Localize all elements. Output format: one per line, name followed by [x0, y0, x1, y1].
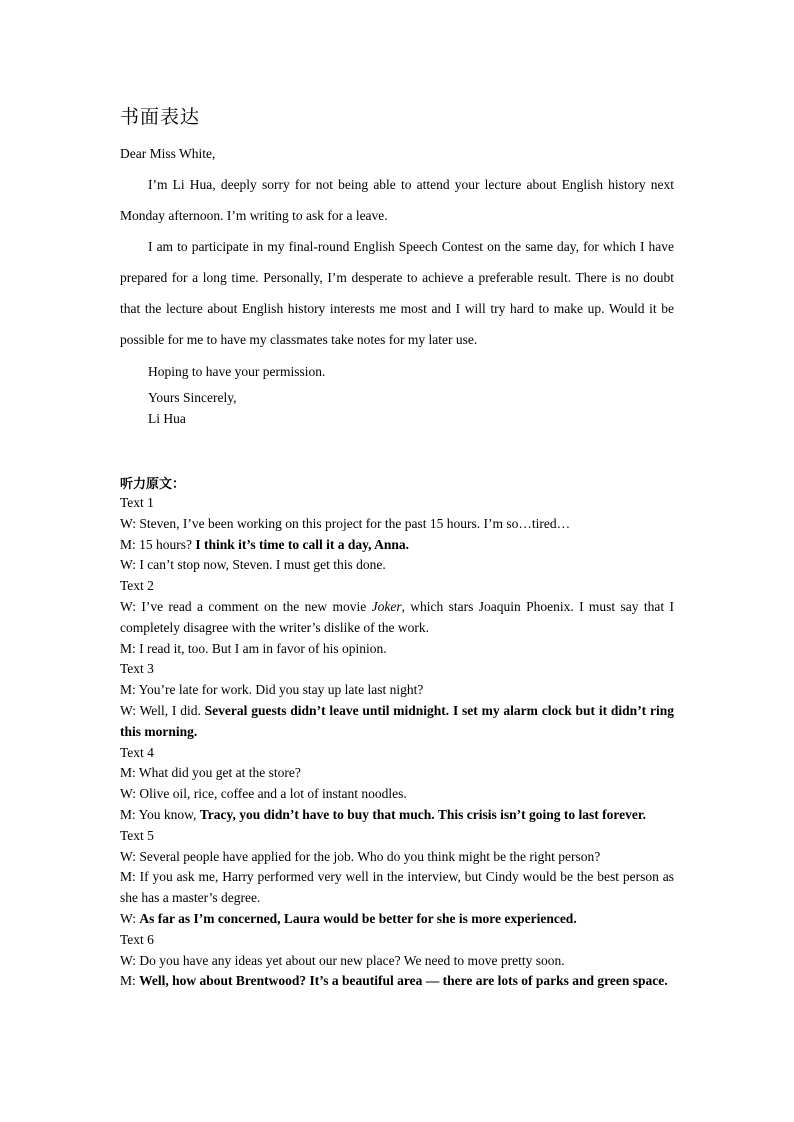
- dialogue-line: M: You’re late for work. Did you stay up late last night?: [120, 682, 424, 698]
- section-heading: 书面表达: [120, 106, 201, 128]
- dialogue-line: M: If you ask me, Harry performed very well in the interview, but Cindy would be the best person as she has a master’s degree.: [120, 869, 674, 906]
- key-sentence: Well, how about Brentwood? It’s a beautiful area — there are lots of parks and green space.: [139, 973, 668, 989]
- dialogue-line: [120, 597, 674, 639]
- dialogue-line: [120, 971, 674, 992]
- dialogue-text: , which stars Joaquin Phoenix. I must say that I completely disagree with the writer’s dislike of the work.: [120, 598, 674, 635]
- dialogue-text: M: You know,: [120, 806, 200, 822]
- dialogue-line: [120, 535, 674, 556]
- letter-signature: Li Hua: [148, 411, 186, 426]
- dialogue-line: [120, 805, 674, 826]
- text-label: Text 1: [120, 495, 154, 510]
- text-label: Text 4: [120, 744, 154, 760]
- key-sentence: Tracy, you didn’t have to buy that much. This crisis isn’t going to last forever.: [199, 806, 646, 822]
- transcript-body: [120, 493, 674, 992]
- letter-paragraph-2: I am to participate in my final-round English Speech Contest on the same day, for which I have prepared for a long time. Personally, I’m desperate to achieve a preferable result. There is no doubt that the lecture about English history interests me most and I will try hard to make up. Would it be possible for me to have my classmates take notes for my later use.: [120, 239, 674, 347]
- dialogue-line: M: I read it, too. But I am in favor of his opinion.: [120, 640, 387, 656]
- dialogue-line: M: What did you get at the store?: [120, 765, 301, 781]
- dialogue-line: [120, 701, 674, 743]
- key-sentence: Several guests didn’t leave until midnight. I set my alarm clock but it didn’t ring this morning.: [120, 702, 674, 739]
- movie-title: Joker: [371, 598, 402, 614]
- text-label: Text 3: [120, 661, 154, 677]
- transcript-title: 听力原文：: [120, 477, 186, 492]
- dialogue-text: M:: [120, 973, 140, 989]
- dialogue-line: W: I can’t stop now, Steven. I must get this done.: [120, 557, 386, 573]
- key-sentence: As far as I’m concerned, Laura would be better for she is more experienced.: [139, 910, 577, 926]
- dialogue-line: [120, 909, 674, 930]
- text-label: Text 5: [120, 827, 154, 843]
- letter-sign-off: Yours Sincerely,: [148, 390, 237, 405]
- dialogue-line: W: Do you have any ideas yet about our new place? We need to move pretty soon.: [120, 952, 565, 968]
- text-label: Text 2: [120, 578, 154, 594]
- letter-salutation: Dear Miss White,: [120, 146, 216, 161]
- dialogue-line: W: Olive oil, rice, coffee and a lot of instant noodles.: [120, 786, 407, 802]
- letter-paragraph-1: I’m Li Hua, deeply sorry for not being able to attend your lecture about English history next Monday afternoon. I’m writing to ask for a leave.: [120, 177, 674, 223]
- key-sentence: I think it’s time to call it a day, Anna.: [195, 536, 410, 552]
- dialogue-text: W:: [120, 910, 140, 926]
- dialogue-text: M: 15 hours?: [120, 536, 196, 552]
- letter-closing-line: Hoping to have your permission.: [148, 364, 326, 379]
- dialogue-text: W: I’ve read a comment on the new movie: [120, 598, 372, 614]
- dialogue-text: W: Well, I did.: [120, 702, 205, 718]
- text-label: Text 6: [120, 931, 154, 947]
- dialogue-line: W: Several people have applied for the job. Who do you think might be the right person?: [120, 848, 601, 864]
- dialogue-line: W: Steven, I’ve been working on this project for the past 15 hours. I’m so…tired…: [120, 515, 571, 531]
